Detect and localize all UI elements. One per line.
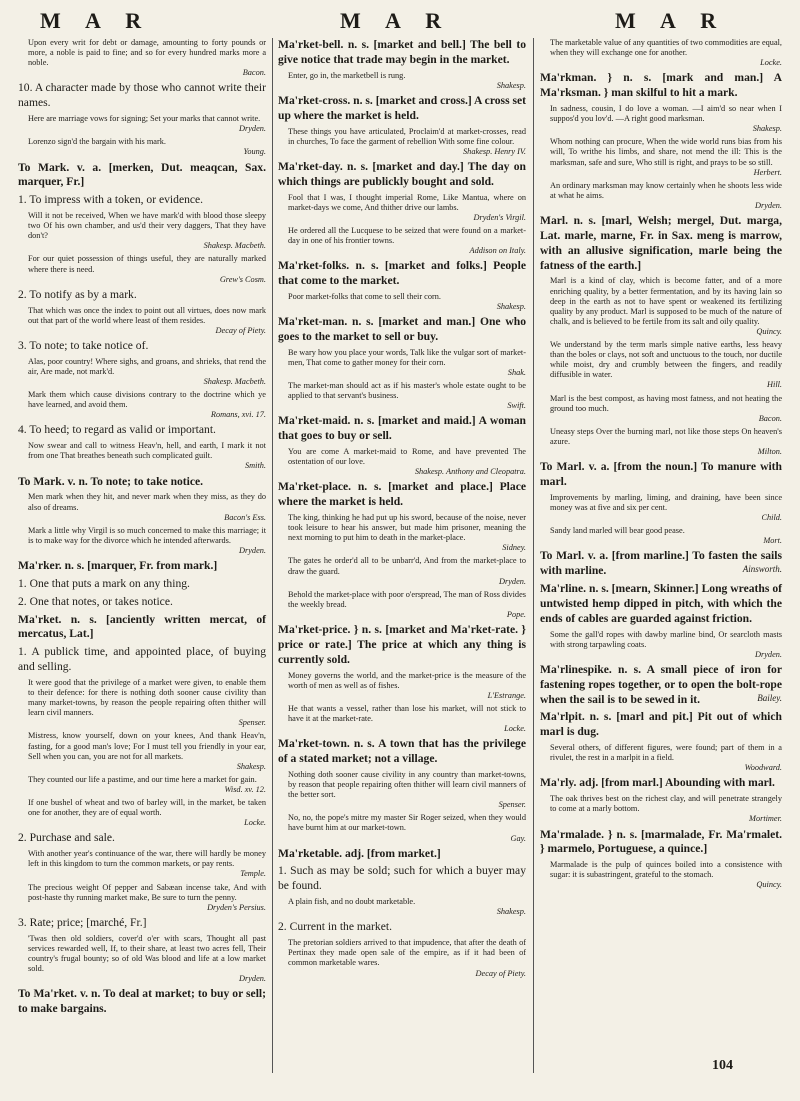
quote-text: A plain fish, and no doubt marketable. (288, 897, 416, 907)
dictionary-entry (540, 663, 782, 707)
citation-quote (278, 193, 526, 223)
quote-source: Smith. (245, 461, 266, 471)
dictionary-entry (18, 475, 266, 490)
quote-source: Dryden. (239, 545, 266, 555)
dictionary-entry (278, 414, 526, 444)
quote-source: Bacon. (758, 413, 782, 423)
quote-source: Mort. (763, 536, 782, 546)
quote-text: Fool that I was, I thought imperial Rome, Like Mantua, where on market-days we come, And thither drive our lambs. (288, 192, 526, 212)
page-number: 104 (712, 1058, 733, 1073)
quote-text: Mark them which cause divisions contrary to the doctrine which ye have learned, and avoid them. (28, 390, 266, 410)
quote-source: Decay of Piety. (215, 325, 266, 335)
dictionary-entry (540, 71, 782, 101)
quote-text: Mark a little why Virgil is so much concerned to make this marriage; it is to make way for the divorce which he intended afterwards. (28, 525, 266, 545)
sense-definition (18, 831, 266, 846)
quote-source: Herbert. (753, 167, 782, 177)
quote-text: The oak thrives best on the richest clay, and will penetrate strangely to come at a marly bottom. (550, 794, 782, 814)
entry-text: Ma'rket-town. n. s. A town that has the privilege of a stated market; not a village. (278, 737, 526, 766)
quote-source: Dryden. (755, 200, 782, 210)
entry-source: Ainsworth. (742, 564, 782, 575)
quote-source: Shakesp. (496, 301, 526, 311)
quote-text: Improvements by marling, liming, and draining, have been since money was at five and six per cent. (550, 492, 782, 513)
entry-text: Ma'rket. n. s. [anciently written mercat, of mercatus, Lat.] (18, 612, 266, 641)
quote-source: L'Estrange. (487, 690, 526, 700)
entry-text: Ma'rlinespike. n. s. A small piece of iron for fastening ropes together, or to open the bolt-rope when the sail is to be sewed in it. (540, 662, 782, 706)
sense-definition (18, 423, 266, 438)
citation-quote (18, 934, 266, 985)
entry-text: Ma'rker. n. s. [marquer, Fr. from mark.] (18, 559, 218, 573)
entry-text: Ma'rket-price. } n. s. [market and Ma'rket-rate. } price or rate.] The price at which any thing is currently sold. (278, 623, 526, 666)
quote-text: In sadness, cousin, I do love a woman. —I aim'd so near when I suppos'd you lov'd. —A right good marksman. (550, 103, 782, 124)
definition-text: 2. Current in the market. (278, 920, 392, 934)
quote-source: Temple. (240, 869, 266, 879)
quote-source: Dryden. (239, 124, 266, 134)
quote-text: These things you have articulated, Proclaim'd at market-crosses, read in churches, To face the garment of rebellion With some fine colour. (288, 126, 526, 146)
quote-source: Shakesp. (496, 80, 526, 90)
citation-quote (540, 104, 782, 134)
quote-text: For our quiet possession of things useful, they are naturally marked where there is need. (28, 254, 266, 274)
citation-quote (18, 798, 266, 828)
entry-text: Ma'rly. adj. [from marl.] Abounding with marl. (540, 776, 775, 790)
quote-text: Marmalade is the pulp of quinces boiled into a consistence with sugar: it is subastringent, grateful to the stomach. (550, 860, 782, 880)
quote-text: You are come A market-maid to Rome, and have prevented The ostentation of our love. (288, 447, 526, 467)
quote-text: Marl is a kind of clay, which is become fatter, and of a more enriching quality, by a better fermentation, and by its having lain so deep in the earth as not to have spent or weakened its fertilizing quality by any product. Marl is supposed to be much of the nature of chalk, and is believed to be fertile from its salt and oily quality. (550, 276, 782, 326)
quote-source: Milton. (757, 447, 782, 457)
citation-quote (18, 731, 266, 771)
quote-source: Bacon. (242, 68, 266, 78)
citation-quote (540, 137, 782, 177)
definition-text: 10. A character made by those who cannot write their names. (18, 81, 266, 110)
dictionary-entry (278, 623, 526, 667)
dictionary-entry (18, 161, 266, 191)
citation-quote (18, 849, 266, 879)
citation-quote (278, 447, 526, 477)
quote-text: The pretorian soldiers arrived to that impudence, that after the death of Pertinax they made open sale of the empire, as if it had been of common marketable wares. (288, 938, 526, 968)
citation-quote (18, 254, 266, 284)
quote-text: Behold the market-place with poor o'erspread, The man of Ross divides the weekly bread. (288, 589, 526, 609)
citation-quote (540, 630, 782, 660)
quote-text: Upon every writ for debt or damage, amounting to forty pounds or more, a noble is paid to fine; and so for every hundred marks more a noble. (28, 38, 266, 68)
citation-quote (278, 226, 526, 256)
quote-text: The marketable value of any quantities of two commodities are equal, when they will exchange one for another. (550, 38, 783, 58)
quote-source: Dryden's Virgil. (473, 212, 526, 222)
quote-text: Now swear and call to witness Heav'n, hell, and earth, I mark it not from one That breathes beneath such complicated guilt. (28, 441, 266, 461)
sense-definition (278, 920, 526, 935)
entry-text: Marl. n. s. [marl, Welsh; mergel, Dut. marga, Lat. marle, marne, Fr. in Sax. meng is marrow, with an allusive signification, marle being the fatness of the earth.] (540, 214, 782, 272)
quote-text: Be wary how you place your words, Talk like the vulgar sort of market-men, That come to gather money for their corn. (288, 347, 526, 367)
entry-text: Ma'rket-maid. n. s. [market and maid.] A woman that goes to buy or sell. (278, 414, 526, 443)
dictionary-entry (18, 559, 266, 574)
citation-quote (278, 671, 526, 701)
quote-source: Grew's Cosm. (219, 274, 266, 284)
dictionary-column-2 (278, 38, 526, 982)
dictionary-column-3 (540, 38, 782, 894)
quote-text: It were good that the privilege of a market were given, to enable them to their defence: for there is nothing doth sooner cause civility than many market-towns, by reason the people repairing often thither will learn civil manners. (28, 677, 266, 718)
sense-definition (278, 864, 526, 894)
quote-text: We understand by the term marls simple native earths, less heavy than the boles or clays, not soft and unctuous to the touch, nor ductile while moist, dry and crumbly between the fingers, and readily diffusible in water. (550, 340, 782, 380)
quote-source: Quincy. (756, 326, 782, 336)
definition-text: 2. To notify as by a mark. (18, 287, 137, 301)
citation-quote (540, 340, 782, 391)
quote-source: Shakesp. Anthony and Cleopatra. (414, 467, 526, 477)
entry-source: Bailey. (757, 692, 782, 703)
quote-source: Dryden. (239, 974, 266, 984)
quote-source: Child. (761, 513, 782, 523)
quote-source: Wisd. xv. 12. (224, 784, 266, 794)
sense-definition (18, 193, 266, 208)
quote-text: He that wants a vessel, rather than lose his market, will not stick to have it at the market-rate. (288, 703, 526, 724)
quote-source: Dryden's Persius. (207, 902, 266, 912)
entry-text: Ma'rket-bell. n. s. [market and bell.] The bell to give notice that trade may begin in the market. (278, 38, 526, 66)
entry-text: Ma'rmalade. } n. s. [marmalade, Fr. Ma'rmalet. } marmelo, Portuguese, a quince.] (540, 827, 782, 856)
quote-source: Romans, xvi. 17. (210, 410, 266, 420)
citation-quote (540, 743, 782, 773)
quote-source: Addison on Italy. (469, 246, 526, 256)
quote-source: Pope. (506, 609, 526, 619)
citation-quote (540, 276, 782, 337)
quote-source: Shakesp. Henry IV. (463, 146, 526, 156)
quote-text: That which was once the index to point out all virtues, does now mark out that part of the world where least of them resides. (28, 305, 266, 325)
entry-text: To Marl. v. a. [from the noun.] To manure with marl. (540, 460, 782, 489)
quote-text: Men mark when they hit, and never mark when they miss, as they do also of dreams. (28, 492, 266, 512)
quote-source: Young. (243, 147, 266, 157)
definition-text: 1. A publick time, and appointed place, of buying and selling. (18, 645, 266, 674)
quote-source: Shakesp. (496, 907, 526, 917)
column-divider (272, 38, 273, 1073)
quote-source: Shakesp. Macbeth. (203, 241, 266, 251)
dictionary-entry (18, 613, 266, 643)
dictionary-entry (278, 480, 526, 510)
quote-text: Sandy land marled will bear good pease. (550, 526, 685, 536)
entry-text: To Mark. v. a. [merken, Dut. meaqcan, Sax. marquer, Fr.] (18, 160, 266, 189)
quote-text: Mistress, know yourself, down on your knees, And thank Heav'n, fasting, for a good man's love; For I must tell you friendly in your ear, Sell when you can, you are not for all markets. (28, 731, 266, 761)
running-head-center: M A R (340, 8, 452, 33)
quote-text: Whom nothing can procure, When the wide world runs bias from his will, To writhe his limbs, and share, not mend the ill: This is the marksman, safe and sure, Who still is right, and prays to be so still. (550, 137, 782, 167)
definition-text: 1. To impress with a token, or evidence. (18, 193, 204, 207)
column-divider (533, 38, 534, 1073)
quote-source: Sidney. (502, 543, 526, 553)
dictionary-entry (18, 987, 266, 1017)
dictionary-column-1 (18, 38, 266, 1020)
citation-quote (18, 678, 266, 729)
quote-text: Marl is the best compost, as having most fatness, and not heating the ground too much. (550, 393, 782, 413)
quote-text: With another year's continuance of the war, there will hardly be money left in this kingdom to turn the common markets, or pay rents. (28, 849, 266, 869)
citation-quote (278, 704, 526, 734)
dictionary-entry (540, 549, 782, 579)
entry-text: Ma'rkman. } n. s. [mark and man.] A Ma'rksman. } man skilful to hit a mark. (540, 71, 782, 100)
citation-quote (18, 390, 266, 420)
quote-source: Shakesp. (236, 761, 266, 771)
quote-source: Quincy. (756, 880, 782, 890)
quote-text: He ordered all the Lucquese to be seized that were found on a market-day in one of his frontier towns. (288, 225, 526, 245)
dictionary-entry (278, 38, 526, 68)
entry-text: Ma'rline. n. s. [mearn, Skinner.] Long wreaths of untwisted hemp dipped in pitch, with which the ends of cables are guarded against friction. (540, 582, 782, 625)
citation-quote (278, 127, 526, 157)
definition-text: 3. To note; to take notice of. (18, 338, 149, 352)
dictionary-entry (540, 776, 782, 791)
quote-text: The king, thinking he had put up his sword, because of the noise, never took leisure to hear his answer, but made him prisoner, meaning the next morning to put him to death in the market-place. (288, 513, 526, 543)
quote-source: Locke. (504, 724, 526, 734)
sense-definition (18, 645, 266, 675)
quote-text: Will it not be received, When we have mark'd with blood those sleepy two Of his own chamber, and us'd their very daggers, That they have don't? (28, 211, 266, 241)
quote-text: Poor market-folks that come to sell their corn. (288, 291, 441, 301)
entry-text: Ma'rketable. adj. [from market.] (278, 846, 441, 860)
entry-text: To Ma'rket. v. n. To deal at market; to buy or sell; to make bargains. (18, 987, 266, 1016)
quote-text: No, no, the pope's mitre my master Sir Roger seized, when they would have burnt him at our market-town. (288, 813, 526, 833)
sense-definition (18, 288, 266, 303)
quote-source: Spenser. (238, 718, 266, 728)
citation-quote (540, 526, 782, 546)
citation-quote (278, 348, 526, 378)
citation-quote (278, 556, 526, 586)
quote-text: They counted our life a pastime, and our time here a market for gain. (28, 774, 257, 784)
definition-text: 1. One that puts a mark on any thing. (18, 576, 190, 590)
quote-text: Here are marriage vows for signing; Set your marks that cannot write. (28, 114, 261, 124)
citation-quote (18, 114, 266, 134)
quote-source: Woodward. (744, 763, 782, 773)
quote-text: Several others, of different figures, were found; part of them in a rivulet, the rest in a marlpit in a field. (550, 743, 782, 763)
citation-quote (18, 357, 266, 387)
citation-quote (278, 897, 526, 917)
quote-text: The precious weight Of pepper and Sabæan incense take, And with post-haste thy running market make, Be sure to turn the penny. (28, 882, 266, 902)
citation-quote (18, 775, 266, 795)
dictionary-entry (540, 214, 782, 273)
running-head-right: M A R (615, 8, 727, 33)
definition-text: 2. Purchase and sale. (18, 831, 115, 845)
citation-quote (540, 427, 782, 457)
sense-definition (18, 577, 266, 592)
citation-quote (540, 181, 782, 211)
entry-text: Ma'rket-cross. n. s. [market and cross.] A cross set up where the market is held. (278, 93, 526, 122)
running-head-left: M A R (40, 8, 152, 33)
dictionary-entry (278, 847, 526, 862)
quote-text: The gates he order'd all to be unbarr'd, And from the market-place to draw the guard. (288, 556, 526, 576)
citation-quote (278, 513, 526, 553)
entry-text: Ma'rket-man. n. s. [market and man.] One who goes to the market to sell or buy. (278, 315, 526, 343)
quote-text: Alas, poor country! Where sighs, and groans, and shrieks, that rend the air, Are made, not mark'd. (28, 356, 266, 376)
quote-source: Bacon's Ess. (224, 512, 266, 522)
quote-source: Spenser. (498, 800, 526, 810)
citation-quote (18, 492, 266, 522)
quote-source: Hill. (767, 380, 782, 390)
citation-quote (540, 493, 782, 523)
entry-text: To Marl. v. a. [from marline.] To fasten the sails with marline. (540, 549, 782, 578)
dictionary-entry (540, 710, 782, 740)
quote-source: Shak. (507, 367, 526, 377)
quote-source: Decay of Piety. (475, 968, 526, 978)
dictionary-entry (540, 828, 782, 858)
sense-definition (18, 81, 266, 111)
citation-quote (278, 71, 526, 91)
citation-quote (540, 394, 782, 424)
entry-text: Ma'rket-folks. n. s. [market and folks.] People that come to the market. (278, 259, 526, 287)
quote-source: Locke. (244, 818, 266, 828)
dictionary-entry (278, 160, 526, 190)
dictionary-entry (278, 315, 526, 345)
quote-text: The market-man should act as if his master's whole estate ought to be applied to that servant's business. (288, 381, 526, 401)
quote-text: Some the gall'd ropes with dawby marline bind, Or searcloth masts with strong tarpawling coats. (550, 629, 782, 649)
citation-quote (18, 883, 266, 913)
sense-definition (18, 339, 266, 354)
entry-text: Ma'rket-place. n. s. [market and place.] Place where the market is held. (278, 480, 526, 509)
quote-source: Shakesp. Macbeth. (203, 376, 266, 386)
quote-text: Money governs the world, and the market-price is the measure of the worth of men as well as of fishes. (288, 670, 526, 690)
quote-source: Gay. (510, 833, 526, 843)
citation-quote (278, 381, 526, 411)
quote-text: An ordinary marksman may know certainly when he shoots less wide at what he aims. (550, 180, 782, 200)
definition-text: 2. One that notes, or takes notice. (18, 594, 173, 608)
quote-source: Mortimer. (749, 814, 782, 824)
citation-quote (18, 137, 266, 157)
quote-source: Dryden. (755, 649, 782, 659)
definition-text: 1. Such as may be sold; such for which a buyer may be found. (278, 864, 526, 893)
quote-source: Dryden. (499, 576, 526, 586)
citation-quote (278, 292, 526, 312)
quote-source: Swift. (507, 401, 526, 411)
quote-text: Enter, go in, the marketbell is rung. (288, 70, 406, 80)
citation-quote (18, 211, 266, 251)
dictionary-entry (278, 737, 526, 767)
quote-text: Lorenzo sign'd the bargain with his mark. (28, 137, 166, 147)
citation-quote (278, 770, 526, 810)
citation-quote (18, 38, 266, 78)
citation-quote (18, 526, 266, 556)
citation-quote (18, 441, 266, 471)
citation-quote (18, 306, 266, 336)
definition-text: 4. To heed; to regard as valid or important. (18, 423, 216, 437)
quote-text: Nothing doth sooner cause civility in any country than market-towns, by reason that people repairing often thither will learn civil manners of the better sort. (288, 769, 526, 800)
quote-source: Shakesp. (752, 124, 782, 134)
quote-text: 'Twas then old soldiers, cover'd o'er with scars, Thought all past services rewarded well, If, to their share, at least two acres fell, Their country's frugal bounty; so of old Was blood and life at a low market sold. (28, 933, 266, 974)
dictionary-entry (278, 94, 526, 124)
entry-text: Ma'rlpit. n. s. [marl and pit.] Pit out of which marl is dug. (540, 710, 782, 739)
sense-definition (18, 595, 266, 610)
definition-text: 3. Rate; price; [marché, Fr.] (18, 915, 147, 929)
dictionary-entry (540, 460, 782, 490)
sense-definition (18, 916, 266, 931)
quote-text: Uneasy steps Over the burning marl, not like those steps On heaven's azure. (550, 426, 782, 447)
dictionary-entry (540, 582, 782, 626)
citation-quote (540, 794, 782, 824)
citation-quote (540, 38, 782, 68)
citation-quote (278, 590, 526, 620)
quote-source: Locke. (760, 58, 782, 68)
citation-quote (540, 860, 782, 890)
dictionary-entry (278, 259, 526, 289)
entry-text: To Mark. v. n. To note; to take notice. (18, 474, 204, 488)
entry-text: Ma'rket-day. n. s. [market and day.] The day on which things are publickly bought and sold. (278, 159, 526, 188)
quote-text: If one bushel of wheat and two of barley will, in the market, be taken one for another, they are of equal worth. (28, 798, 266, 818)
citation-quote (278, 938, 526, 978)
citation-quote (278, 813, 526, 843)
